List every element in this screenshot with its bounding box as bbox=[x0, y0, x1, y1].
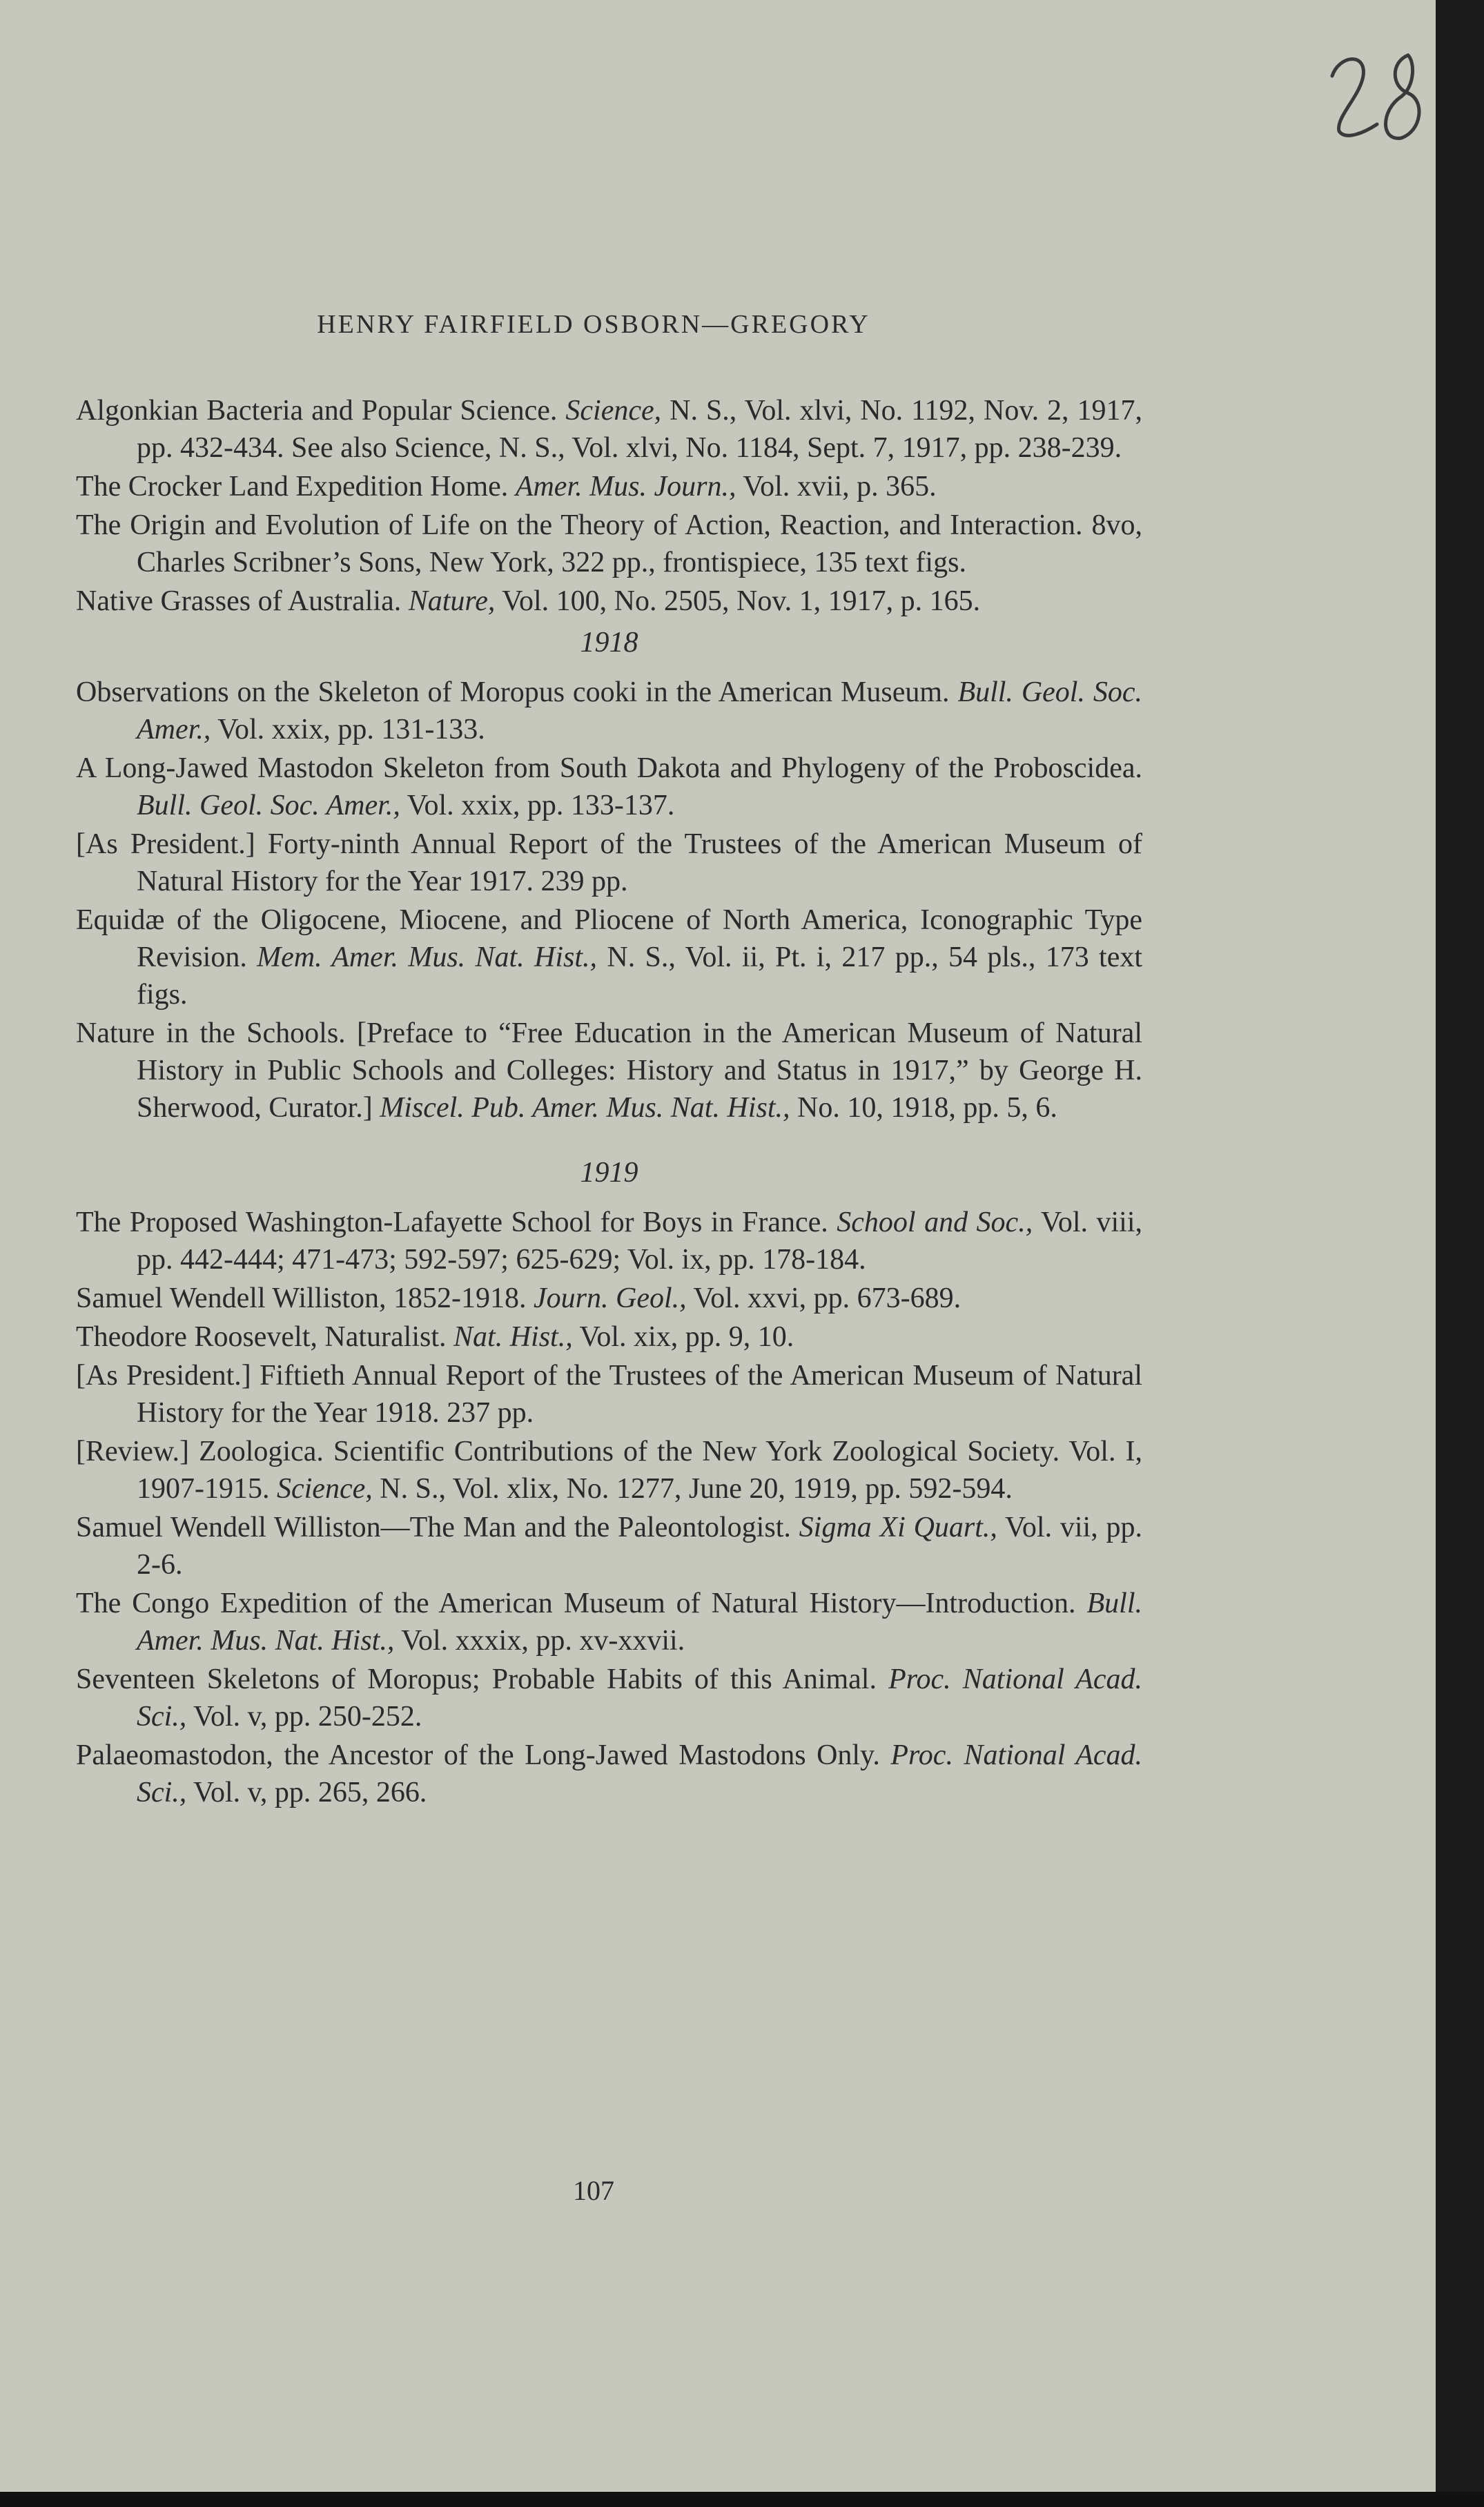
entry-journal: Bull. Geol. Soc. Amer., bbox=[137, 790, 400, 821]
entry-citation: Vol. xxix, pp. 133-137. bbox=[400, 790, 675, 821]
entry-title: Native Grasses of Australia. bbox=[76, 585, 409, 617]
entry-title: Seventeen Skeletons of Moropus; Probable Habits of this Animal. bbox=[76, 1664, 889, 1695]
page-number: 107 bbox=[573, 2175, 614, 2206]
entry-citation: Vol. vii, pp. 2-6. bbox=[137, 1512, 1142, 1581]
entry-journal: Nat. Hist., bbox=[453, 1321, 573, 1353]
entry-title: Palaeomastodon, the Ancestor of the Long-Jawed Mastodons Only. bbox=[76, 1739, 891, 1771]
entry-title: Algonkian Bacteria and Popular Science. bbox=[76, 395, 566, 427]
entry-citation: N. S., Vol. xlix, No. 1277, June 20, 1919, pp. 592-594. bbox=[372, 1473, 1013, 1505]
bibliography-entry bbox=[76, 1204, 1142, 1278]
entry-journal: Miscel. Pub. Amer. Mus. Nat. Hist., bbox=[380, 1092, 790, 1124]
entry-journal: Science, bbox=[565, 395, 662, 427]
entry-journal: Mem. Amer. Mus. Nat. Hist., bbox=[257, 942, 598, 973]
entry-citation: Vol. viii, pp. 442-444; 471-473; 592-597; 625-629; Vol. ix, pp. 178-184. bbox=[137, 1207, 1142, 1276]
entry-journal: Journ. Geol., bbox=[534, 1282, 687, 1314]
handwritten-page-number bbox=[1311, 28, 1436, 152]
entry-citation: N. S., Vol. ii, Pt. i, 217 pp., 54 pls., 173 text figs. bbox=[137, 942, 1143, 1011]
entry-citation: Vol. xxix, pp. 131-133. bbox=[211, 714, 485, 745]
entry-title: Nature in the Schools. [Preface to “Free Education in the American Museum of Natural History in Public Schools and Colleges: History and Status in 1917,” by George H. Sherwood, Curator.] bbox=[76, 1017, 1142, 1124]
year-heading: 1919 bbox=[580, 1157, 638, 1189]
entry-journal: Nature, bbox=[408, 585, 496, 617]
bibliography-entry bbox=[76, 1585, 1142, 1659]
bibliography-entry bbox=[76, 1661, 1142, 1735]
entry-title: Observations on the Skeleton of Moropus cooki in the American Museum. bbox=[76, 676, 958, 708]
entry-journal: Bull. Geol. Soc. Amer., bbox=[137, 676, 1142, 745]
entry-title: The Proposed Washington-Lafayette School for Boys in France. bbox=[76, 1207, 837, 1238]
bibliography-entry bbox=[76, 750, 1142, 824]
entry-title: The Origin and Evolution of Life on the Theory of Action, Reaction, and Interaction. 8vo, Charles Scribner’s Sons, New York, 322 pp., frontispiece, 135 text figs. bbox=[76, 509, 1142, 578]
bibliography-entry bbox=[76, 826, 1142, 900]
entry-title: The Crocker Land Expedition Home. bbox=[76, 471, 516, 503]
entry-citation: Vol. v, pp. 250-252. bbox=[186, 1701, 422, 1733]
bibliography-entry bbox=[76, 1318, 1142, 1356]
bibliography-entry bbox=[76, 1357, 1142, 1432]
bibliography-entry bbox=[76, 1015, 1142, 1126]
bibliography-entry bbox=[76, 468, 1142, 505]
entry-citation: Vol. xix, pp. 9, 10. bbox=[572, 1321, 794, 1353]
entry-journal: Science, bbox=[277, 1473, 373, 1505]
entry-title: [As President.] Forty-ninth Annual Report of the Trustees of the American Museum of Natural History for the Year 1917. 239 pp. bbox=[76, 828, 1142, 897]
bibliography-entry bbox=[76, 901, 1142, 1013]
entry-journal: School and Soc., bbox=[837, 1207, 1033, 1238]
entry-citation: Vol. v, pp. 265, 266. bbox=[186, 1777, 427, 1808]
entry-title: [As President.] Fiftieth Annual Report of the Trustees of the American Museum of Natural History for the Year 1918. 237 pp. bbox=[76, 1360, 1142, 1429]
bibliography-entry bbox=[76, 583, 1142, 620]
bibliography-entry bbox=[76, 507, 1142, 581]
entry-journal: Proc. National Acad. Sci., bbox=[137, 1664, 1142, 1733]
bibliography-list bbox=[76, 392, 1142, 1813]
entry-title: Samuel Wendell Williston, 1852-1918. bbox=[76, 1282, 534, 1314]
entry-citation: Vol. xvii, p. 365. bbox=[736, 471, 937, 503]
entry-journal: Proc. National Acad. Sci., bbox=[137, 1739, 1142, 1808]
entry-journal: Sigma Xi Quart., bbox=[799, 1512, 997, 1543]
entry-citation: No. 10, 1918, pp. 5, 6. bbox=[790, 1092, 1057, 1124]
entry-title: A Long-Jawed Mastodon Skeleton from South Dakota and Phylogeny of the Proboscidea. bbox=[76, 752, 1142, 784]
entry-title: Theodore Roosevelt, Naturalist. bbox=[76, 1321, 454, 1353]
entry-citation: N. S., Vol. xlvi, No. 1192, Nov. 2, 1917, pp. 432-434. See also Science, N. S., Vol. xlvi, No. 1184, Sept. 7, 1917, pp. 238-239. bbox=[137, 395, 1143, 464]
bibliography-entry bbox=[76, 1509, 1142, 1583]
entry-title: Samuel Wendell Williston—The Man and the Paleontologist. bbox=[76, 1512, 799, 1543]
entry-citation: Vol. 100, No. 2505, Nov. 1, 1917, p. 165. bbox=[495, 585, 981, 617]
bibliography-entry bbox=[76, 1280, 1142, 1317]
bibliography-entry bbox=[76, 392, 1142, 467]
entry-citation: Vol. xxxix, pp. xv-xxvii. bbox=[394, 1625, 685, 1657]
entry-citation: Vol. xxvi, pp. 673-689. bbox=[686, 1282, 961, 1314]
running-header: HENRY FAIRFIELD OSBORN—GREGORY bbox=[317, 310, 870, 339]
entry-journal: Amer. Mus. Journ., bbox=[515, 471, 736, 503]
bibliography-entry bbox=[76, 674, 1142, 748]
scan-border-bottom bbox=[0, 2492, 1484, 2507]
entry-title: The Congo Expedition of the American Museum of Natural History—Introduction. bbox=[76, 1588, 1087, 1619]
entry-title: [Review.] Zoologica. Scientific Contributions of the New York Zoological Society. Vol. I, 1907-1915. bbox=[76, 1436, 1142, 1505]
entry-journal: Bull. Amer. Mus. Nat. Hist., bbox=[137, 1588, 1142, 1657]
bibliography-entry bbox=[76, 1737, 1142, 1811]
entry-title: Equidæ of the Oligocene, Miocene, and Pliocene of North America, Iconographic Type Revision. bbox=[76, 904, 1142, 973]
bibliography-entry bbox=[76, 1433, 1142, 1508]
scan-border-right bbox=[1436, 0, 1484, 2507]
year-heading: 1918 bbox=[580, 627, 638, 659]
